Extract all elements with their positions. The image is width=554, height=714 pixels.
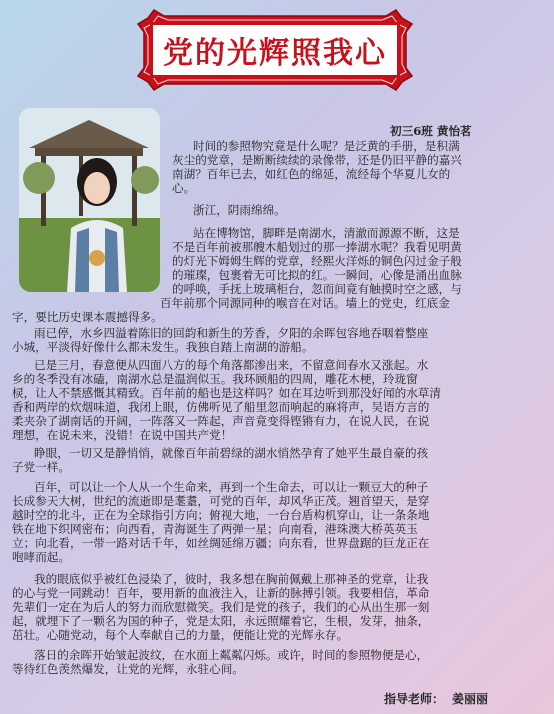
text-line: 的璀璨，包裹着无可比拟的红。一瞬间，心像是涌出血脉 [172, 268, 462, 282]
text-line: 我的眼底似乎被红色浸染了，彼时，我多想在胸前佩戴上那神圣的党章，让我 [34, 572, 429, 586]
text-line: 先辈们一定在为后人的努力而欣慰微笑。我们是党的孩子，我们的心从出生那一刻 [12, 600, 430, 614]
text-line: 站在博物馆，脚畔是南湖水，清澈而源源不断，这是 [193, 226, 460, 240]
text-line: 起，就埋下了一颗名为国的种子，党是太阳，永远照耀着它，生根，发芽，抽条， [12, 614, 430, 628]
text-line: 乡的冬季没有冰磕，南湖水总是温润似玉。我环顾船的四周，雕花木梗，玲珑窗 [12, 372, 418, 386]
text-line: 子党一样。 [12, 460, 70, 474]
text-line: 柔夹杂了湖南话的开阔，一阵落又一阵起，声音竟变得铿锵有力，在说人民，在说 [12, 414, 430, 428]
text-line: 南湖？百年已去，如红色的绵延，流经每个华夏儿女的 [172, 167, 451, 181]
text-line: 铁在地下织网密布；向西看，青海诞生了两弹一星；向南看，港珠澳大桥英英玉 [12, 522, 418, 536]
text-line: 落日的余晖开始皱起波纹，在水面上粼粼闪烁。或许，时间的参照物便是心， [34, 648, 429, 662]
teacher-label: 指导老师： [384, 692, 445, 706]
text-line: 浙江，阴雨绵绵。 [193, 203, 286, 217]
text-line: 的呼唤，手抚上玻璃柜台，忽而间竟有触摸时空之感，与 [172, 282, 462, 296]
text-line: 咆哮而起。 [12, 550, 70, 564]
text-line: 灰尘的党章，是断断续续的录像带，还是仍旧平静的嘉兴 [172, 153, 462, 167]
text-line: 理想，在说未来，没错！在说中国共产党！ [12, 428, 233, 442]
text-line: 等待红色羡然爆发，让党的光辉，永驻心间。 [12, 662, 244, 676]
teacher-name: 姜丽丽 [452, 692, 489, 706]
text-line: 时间的参照物究竟是什么呢？是泛黄的手册，是积满 [193, 139, 460, 153]
text-line: 长成参天大树，世纪的流逝即是耄耋，可党的百年，却风华正茂。翘首望天，是穿 [12, 494, 430, 508]
text-line: 心。 [172, 181, 196, 195]
text-line: 越时空的北斗，正在为全球指引方向；俯视大地，一台台盾构机穿山，让一条条地 [12, 508, 430, 522]
text-line: 字，要比历史课本震撼得多。 [12, 310, 163, 324]
text-line: 香和两岸的炊烟味道，我闭上眼，仿佛听见了船里忽而响起的麻将声，吴语方言的 [12, 400, 430, 414]
text-line: 雨已停，水乡四溢着陈旧的回韵和新生的芳香，夕阳的余晖包容地吞咽着整座 [34, 326, 429, 340]
text-line: 百年，可以让一个人从一个生命来，再到一个生命去，可以让一颗豆大的种子 [34, 480, 429, 494]
text-line: 已是三月，春意便从四面八方的每个角落都渗出来，不留意间春水又涨起。水 [34, 358, 429, 372]
text-line: 小城，平淡得好像什么都未发生。我独自踏上南湖的游船。 [12, 340, 314, 354]
text-line: 不是百年前被那艘木船划过的那一捧湖水呢？我看见明黄 [172, 240, 462, 254]
text-line: 茁壮。心随党动，每个人奉献自己的力量，便能让党的光辉永存。 [12, 628, 349, 642]
text-line: 立；向北看，一带一路对话千年，如丝绸延绵万疆；向东看，世界盘踞的巨龙正在 [12, 536, 430, 550]
text-line: 棂，让人不禁感慨其精致。百年前的船也是这样吗？如在耳边听到那没好闻的水草清 [12, 386, 441, 400]
text-line: 的灯光下姆姆生辉的党章，经熙火洋烁的铜色闪过金子般 [172, 254, 462, 268]
page-title: 党的光辉照我心 [163, 36, 387, 71]
text-line: 的心与党一同跳动！百年，要用新的血液注入，让新的脉搏引领。我要相信，革命 [12, 586, 430, 600]
author-line: 初三6班 黄怡茗 [390, 124, 472, 138]
text-line: 百年前那个同源同种的喉音在对话。墙上的党史，红底金 [160, 296, 450, 310]
text-line: 睁眼，一切又是静悄悄，就像百年前碧绿的湖水悄然孕育了她平生最自豪的孩 [34, 446, 429, 460]
